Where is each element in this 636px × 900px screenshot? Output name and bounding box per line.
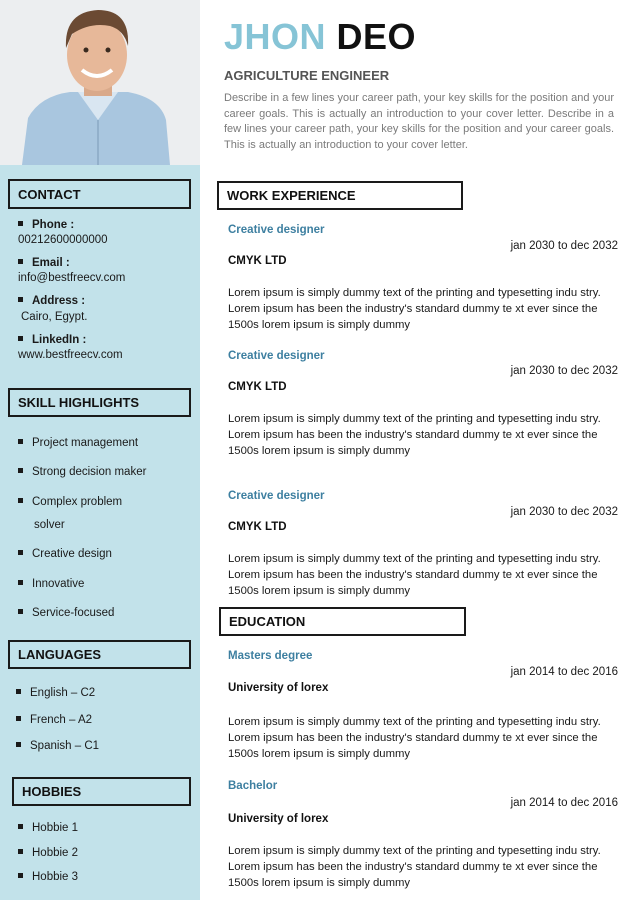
education-description-1: Lorem ipsum is simply dummy text of the printing and typesetting indu stry. Lorem ipsum has been the industry's standard dummy te xt ever since the 1500s lorem ipsum is simply dummy <box>228 716 601 760</box>
job-date-3: jan 2030 to dec 2032 <box>510 506 618 518</box>
linkedin-label: LinkedIn : <box>32 334 87 346</box>
skill-item: Innovative <box>18 578 84 590</box>
bullet-icon <box>18 550 23 555</box>
work-heading: WORK EXPERIENCE <box>217 181 463 210</box>
skill-item-continued: solver <box>34 519 65 531</box>
bullet-icon <box>18 336 23 341</box>
bullet-icon <box>18 439 23 444</box>
job-date-1: jan 2030 to dec 2032 <box>510 240 618 252</box>
bullet-icon <box>18 221 23 226</box>
language-item: English – C2 <box>16 687 95 699</box>
hobby-item: Hobbie 2 <box>18 847 78 859</box>
bullet-icon <box>16 689 21 694</box>
linkedin-value[interactable]: www.bestfreecv.com <box>18 349 123 361</box>
job-description-2: Lorem ipsum is simply dummy text of the printing and typesetting indu stry. Lorem ipsum has been the industry's standard dummy te xt ever since the 1500s lorem ipsum is simply dummy <box>228 413 601 457</box>
skill-item: Complex problem <box>18 496 122 508</box>
bullet-icon <box>16 742 21 747</box>
school-1: University of lorex <box>228 682 329 694</box>
education-heading: EDUCATION <box>219 607 466 636</box>
last-name: DEO <box>336 16 417 57</box>
education-date-1: jan 2014 to dec 2016 <box>510 666 618 678</box>
first-name: JHON <box>224 16 327 57</box>
candidate-name <box>224 16 416 58</box>
education-date-2: jan 2014 to dec 2016 <box>510 797 618 809</box>
job-date-2: jan 2030 to dec 2032 <box>510 365 618 377</box>
bullet-icon <box>18 824 23 829</box>
profile-photo <box>0 0 200 165</box>
email-label-row <box>18 257 70 269</box>
skills-heading: SKILL HIGHLIGHTS <box>8 388 191 417</box>
email-value[interactable]: info@bestfreecv.com <box>18 272 126 284</box>
skill-item: Service-focused <box>18 607 114 619</box>
address-label: Address : <box>32 295 86 307</box>
education-description-2: Lorem ipsum is simply dummy text of the printing and typesetting indu stry. Lorem ipsum has been the industry's standard dummy te xt ever since the 1500s lorem ipsum is simply dummy <box>228 845 601 889</box>
hobby-item: Hobbie 3 <box>18 871 78 883</box>
bullet-icon <box>18 849 23 854</box>
skill-item: Strong decision maker <box>18 466 146 478</box>
job-description-1: Lorem ipsum is simply dummy text of the printing and typesetting indu stry. Lorem ipsum has been the industry's standard dummy te xt ever since the 1500s lorem ipsum is simply dummy <box>228 287 601 331</box>
job-company-2: CMYK LTD <box>228 381 287 393</box>
job-description-3: Lorem ipsum is simply dummy text of the printing and typesetting indu stry. Lorem ipsum has been the industry's standard dummy te xt ever since the 1500s lorem ipsum is simply dummy <box>228 553 601 597</box>
job-company-3: CMYK LTD <box>228 521 287 533</box>
contact-heading: CONTACT <box>8 179 191 209</box>
linkedin-label-row <box>18 334 86 346</box>
phone-value: 00212600000000 <box>18 234 108 246</box>
address-label-row <box>18 295 85 307</box>
job-title-2: Creative designer <box>228 350 325 362</box>
school-2: University of lorex <box>228 813 329 825</box>
bullet-icon <box>18 873 23 878</box>
bullet-icon <box>18 498 23 503</box>
job-title-3: Creative designer <box>228 490 325 502</box>
degree-1: Masters degree <box>228 650 313 662</box>
job-company-1: CMYK LTD <box>228 255 287 267</box>
bullet-icon <box>18 580 23 585</box>
phone-label: Phone : <box>32 219 75 231</box>
bullet-icon <box>18 259 23 264</box>
bullet-icon <box>18 297 23 302</box>
address-value: Cairo, Egypt. <box>21 311 88 323</box>
language-item: Spanish – C1 <box>16 740 99 752</box>
languages-heading: LANGUAGES <box>8 640 191 669</box>
phone-label-row <box>18 219 74 231</box>
bullet-icon <box>18 609 23 614</box>
email-label: Email : <box>32 257 70 269</box>
intro-paragraph: Describe in a few lines your career path, your key skills for the position and your career goals. This is actually an introduction to your cover letter. Describe in a few lines your career path, your key skills for the position and your career goals. This is actually an introduction to your cover letter. <box>224 92 614 151</box>
person-portrait-icon <box>0 0 200 165</box>
hobby-item: Hobbie 1 <box>18 822 78 834</box>
job-title: AGRICULTURE ENGINEER <box>224 68 390 83</box>
degree-2: Bachelor <box>228 780 278 792</box>
bullet-icon <box>16 716 21 721</box>
skill-item: Creative design <box>18 548 112 560</box>
hobbies-heading: HOBBIES <box>12 777 191 806</box>
bullet-icon <box>18 468 23 473</box>
job-title-1: Creative designer <box>228 224 325 236</box>
language-item: French – A2 <box>16 714 92 726</box>
skill-item: Project management <box>18 437 138 449</box>
